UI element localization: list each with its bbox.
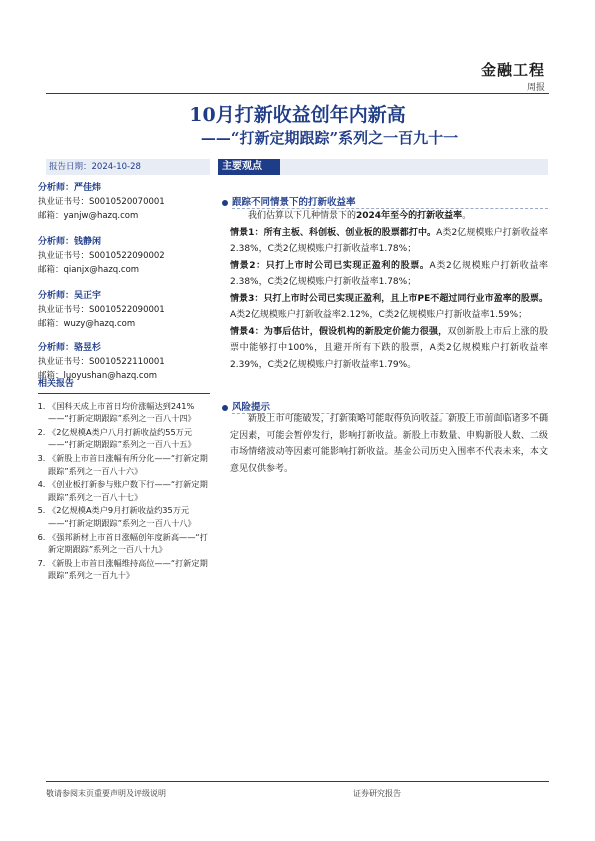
analyst-card [38, 181, 210, 223]
footer-disclaimer: 敬请参阅末页重要声明及评级说明 [46, 789, 166, 798]
analyst-card [38, 341, 210, 383]
scenario-3: 情景3：只打上市时公司已实现正盈利，且上市PE不超过同行业市盈率的股票。A类2亿规模账户打新收益率2.12%，C类2亿规模账户打新收益率1.59%； [230, 293, 548, 320]
report-type-label: 周报 [526, 83, 545, 93]
analyst-cert: 执业证书号：S0010522090001 [38, 305, 165, 315]
related-report-link[interactable]: 4. 《创业板打新参与账户数下行——“打新定期跟踪”系列之一百八十七》 [48, 478, 210, 503]
section-header-risk: 风险提示 [222, 399, 270, 413]
scenario-1: 情景1：所有主板、科创板、创业板的股票都打中。A类2亿规模账户打新收益率2.38%，C类2亿规模账户打新收益率1.78%； [230, 227, 548, 254]
analyst-name: 分析师：吴正宇 [38, 291, 102, 301]
risk-paragraph: 新股上市可能破发，打新策略可能取得负向收益。新股上市前面临诸多不确定因素，可能会暂停发行，影响打新收益。新股上市数量、申购新股人数、二级市场情绪波动等因素可能影响打新收益。基金公司历史入围率不代表未来，本文意见仅供参考。 [230, 414, 548, 474]
footer-report-type: 证券研究报告 [353, 789, 401, 798]
header-divider [46, 93, 549, 94]
analyst-cert: 执业证书号：S0010520070001 [38, 197, 165, 207]
related-report-link[interactable]: 3. 《新股上市首日涨幅有所分化——“打新定期跟踪”系列之一百八十六》 [48, 452, 210, 477]
report-date: 报告日期：2024-10-28 [46, 159, 210, 175]
footer-divider [46, 781, 549, 782]
related-report-link[interactable]: 5. 《2亿规模A类户9月打新收益约35万元——“打新定期跟踪”系列之一百八十八》 [48, 504, 210, 529]
brand-label: 金融工程 [480, 61, 545, 79]
analyst-cert: 执业证书号：S0010522110001 [38, 357, 165, 367]
scenario-4: 情景4：为事后估计，假设机构的新股定价能力很强，双创新股上市后上涨的股票中能够打中100%，且避开所有下跌的股票，A类2亿规模账户打新收益率2.39%，C类2亿规模账户打新收益率1.79%。 [230, 326, 548, 370]
analyst-cert: 执业证书号：S0010522090002 [38, 251, 165, 261]
analyst-email: 邮箱：wuzy@hazq.com [38, 319, 136, 329]
related-report-link[interactable]: 6. 《强邦新材上市首日涨幅创年度新高——“打新定期跟踪”系列之一百八十九》 [48, 531, 210, 556]
analyst-card [38, 235, 210, 277]
report-title: 10月打新收益创年内新高 [189, 104, 406, 126]
related-report-link[interactable]: 2. 《2亿规模A类户八月打新收益约55万元——“打新定期跟踪”系列之一百八十五》 [48, 426, 210, 451]
analyst-card [38, 289, 210, 331]
analyst-name: 分析师：钱静闲 [38, 237, 102, 247]
intro-paragraph: 我们估算以下几种情景下的2024年至今的打新收益率。 [248, 211, 472, 221]
section-body-tracking [230, 208, 548, 373]
analyst-name: 分析师：严佳炜 [38, 183, 102, 193]
analyst-email: 邮箱：yanjw@hazq.com [38, 211, 139, 221]
section-body-risk [230, 411, 548, 477]
analyst-email: 邮箱：qianjx@hazq.com [38, 265, 140, 275]
section-header-tracking: 跟踪不同情景下的打新收益率 [222, 194, 356, 208]
analyst-name: 分析师：骆昱杉 [38, 343, 102, 353]
bullet-icon [222, 405, 228, 411]
bullet-icon [222, 200, 228, 206]
report-subtitle: ——“打新定期跟踪”系列之一百九十一 [200, 129, 459, 147]
related-report-link[interactable]: 1. 《国科天成上市首日均价涨幅达到241%——“打新定期跟踪”系列之一百八十四》 [48, 400, 210, 425]
related-reports [38, 378, 210, 583]
main-view-tab: 主要观点 [218, 159, 280, 175]
scenario-2: 情景2：只打上市时公司已实现正盈利的股票。A类2亿规模账户打新收益率2.38%，C类2亿规模账户打新收益率1.78%； [230, 260, 548, 287]
related-report-link[interactable]: 7. 《新股上市首日涨幅维持高位——“打新定期跟踪”系列之一百九十》 [48, 557, 210, 582]
analyst-email: 邮箱：luoyushan@hazq.com [38, 371, 158, 381]
related-reports-header: 相关报告 [38, 378, 210, 394]
